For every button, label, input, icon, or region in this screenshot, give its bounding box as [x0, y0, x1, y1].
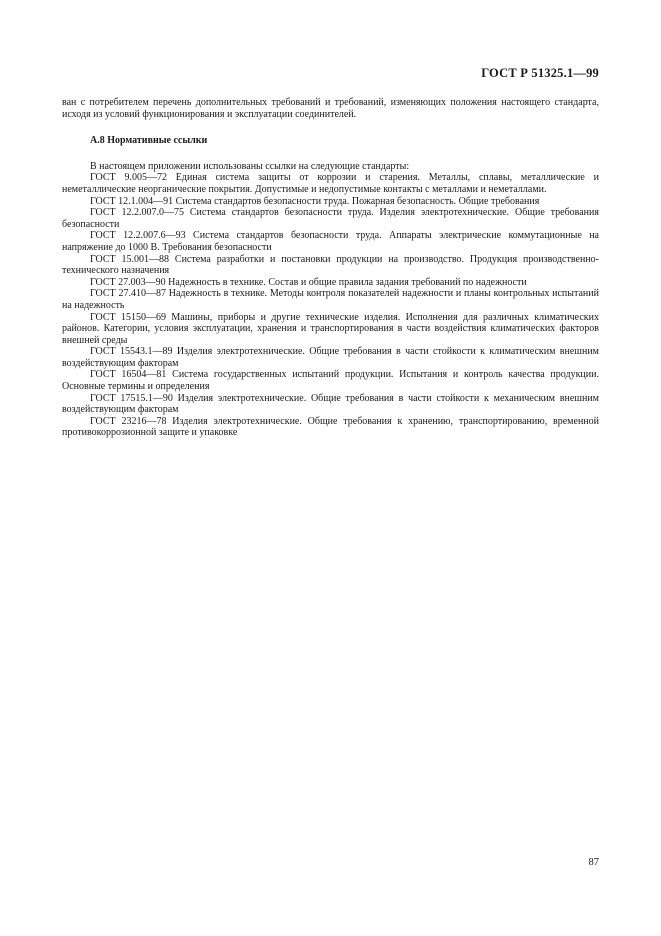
reference-item: ГОСТ 12.2.007.6—93 Система стандартов безопасности труда. Аппараты электрические коммутационные на напряжение до 1000 В. Требования безопасности — [62, 230, 599, 253]
reference-item: ГОСТ 15543.1—89 Изделия электротехнические. Общие требования в части стойкости к климатическим внешним воздействующим факторам — [62, 346, 599, 369]
reference-list — [62, 172, 599, 439]
reference-item: ГОСТ 23216—78 Изделия электротехнические. Общие требования к хранению, транспортированию, временной противокоррозионной защите и упаковке — [62, 415, 599, 439]
section-lead: В настоящем приложении использованы ссылки на следующие стандарты: — [90, 160, 410, 172]
reference-item: ГОСТ 15150—69 Машины, приборы и другие технические изделия. Исполнения для различных климатических районов. Категории, условия эксплуатации, хранения и транспортирования в части воздействия климатических факторов внешней среды — [62, 311, 599, 346]
reference-item: ГОСТ 12.2.007.0—75 Система стандартов безопасности труда. Изделия электротехнические. Общие требования безопасности — [62, 207, 599, 230]
section-heading: А.8 Нормативные ссылки — [90, 135, 208, 147]
reference-item: ГОСТ 12.1.004—91 Система стандартов безопасности труда. Пожарная безопасность. Общие требования — [90, 195, 540, 207]
reference-item: ГОСТ 16504—81 Система государственных испытаний продукции. Испытания и контроль качества продукции. Основные термины и определения — [62, 369, 599, 393]
reference-item: ГОСТ 27.003—90 Надежность в технике. Состав и общие правила задания требований по надежности — [90, 276, 527, 288]
reference-item: ГОСТ 27.410—87 Надежность в технике. Методы контроля показателей надежности и планы контрольных испытаний на надежность — [62, 288, 599, 311]
page-content — [62, 97, 599, 439]
reference-item: ГОСТ 15.001—88 Система разработки и постановки продукции на производство. Продукция производственно-технического назначения — [62, 253, 599, 277]
intro-paragraph: ван с потребителем перечень дополнительных требований и требований, изменяющих положения настоящего стандарта, исходя из условий функционирования и эксплуатации соединителей. — [62, 97, 599, 120]
reference-item: ГОСТ 17515.1—90 Изделия электротехнические. Общие требования в части стойкости к механическим внешним воздействующим факторам — [62, 392, 599, 416]
reference-item: ГОСТ 9.005—72 Единая система защиты от коррозии и старения. Металлы, сплавы, металлические и неметаллические неорганические покрытия. Допустимые и недопустимые контакты с металлами и неметаллами. — [62, 172, 599, 195]
standard-number-header: ГОСТ Р 51325.1—99 — [481, 66, 599, 80]
page-number: 87 — [588, 857, 599, 868]
